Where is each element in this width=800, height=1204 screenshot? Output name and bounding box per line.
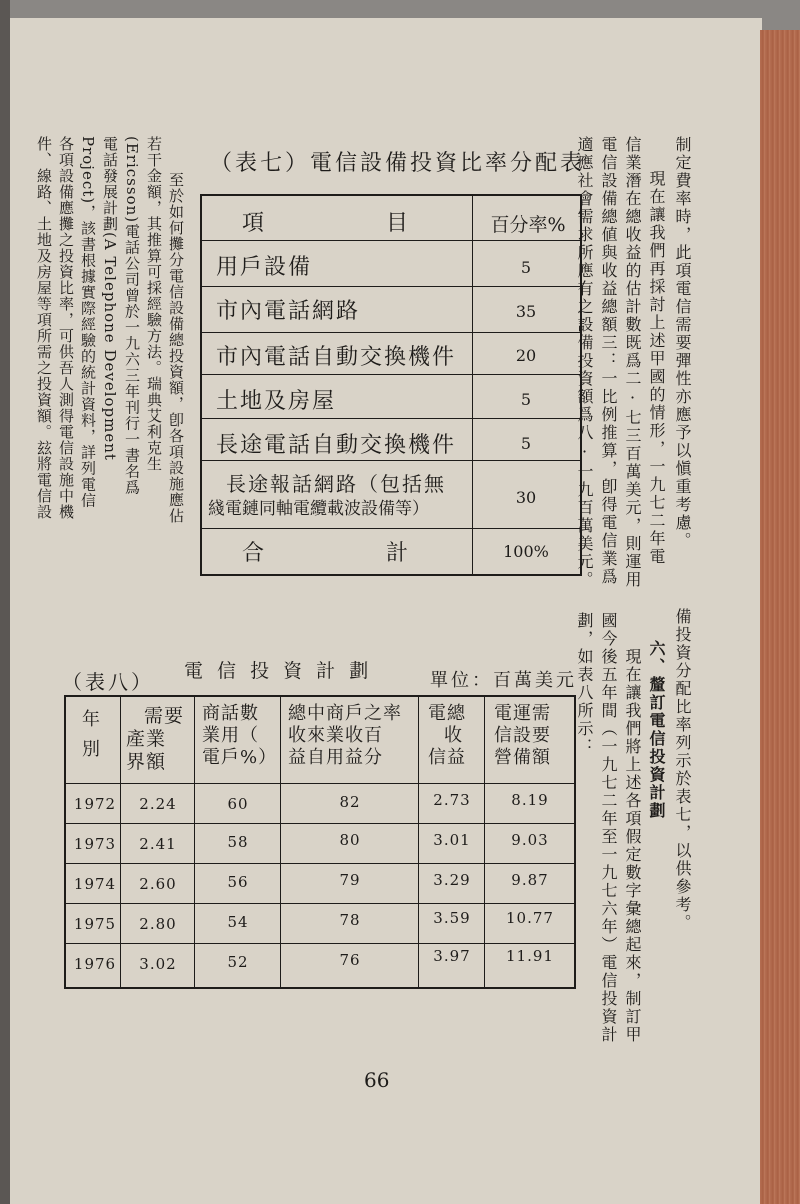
header-line: 需要: [144, 705, 185, 727]
table8-cell-year: 1973: [73, 835, 117, 853]
table7-row5-item: 長途電話自動交換機件: [216, 433, 457, 458]
table8-cell: 80: [339, 831, 361, 849]
right-para2-line4: 適應社會需求所應有之設備投資額爲八·一九百萬美元。: [575, 136, 594, 589]
header-line: 電運需: [494, 703, 551, 724]
header-line: 商話數: [202, 703, 259, 724]
right-para2-line1: 現在讓我們再採討上述甲國的情形，一九七二年電: [647, 170, 666, 566]
table8: [64, 695, 576, 989]
table7-row-line: [202, 286, 580, 287]
table7: [200, 194, 582, 576]
table8-cell: 60: [227, 795, 249, 813]
table8-cell-year: 1976: [73, 955, 117, 973]
left-line1: 至於如何攤分電信設備總投資額，卽各項設施應佔: [167, 172, 185, 524]
table7-row6-item-cont: 綫電鏈同軸電纜載波設備等）: [208, 499, 429, 519]
header-line: 產業: [126, 728, 167, 750]
header-line: 電總: [428, 703, 466, 724]
table8-cell: 54: [227, 913, 249, 931]
table8-row-line: [66, 823, 574, 824]
table7-row-line: [202, 332, 580, 333]
section-line1: 現在讓我們將上述各項假定數字彙總起來，制訂甲: [623, 648, 642, 1044]
right-para2-line3: 電信設備總値與收益總額三：一比例推算，卽得電信業爲: [599, 136, 618, 586]
table7-total-pct: 100%: [503, 542, 549, 561]
table8-cell: 2.80: [139, 915, 177, 933]
table8-cell: 3.59: [433, 909, 471, 927]
book-spine: [0, 0, 10, 1204]
header-line: 電戶%）: [202, 747, 278, 768]
table8-cell-year: 1972: [73, 795, 117, 813]
table7-row3-pct: 20: [515, 346, 537, 365]
table8-cell: 2.41: [139, 835, 177, 853]
left-line4: 電話發展計劃(A Telephone Development: [101, 136, 119, 461]
header-line: 界額: [126, 751, 167, 773]
table8-cell: 9.03: [511, 831, 549, 849]
table8-header-industry-demand: [126, 705, 184, 774]
left-line3: (Ericsson)電話公司曾於一九六三年刊行一書名爲: [123, 136, 141, 496]
table8-cell: 3.01: [433, 831, 471, 849]
table7-total-label: 合 計: [242, 541, 411, 566]
page-edges: [760, 30, 800, 1204]
header-line: 年: [82, 709, 101, 730]
header-line: 別: [82, 739, 101, 760]
table7-row6-pct: 30: [515, 488, 537, 507]
table8-cell: 76: [339, 951, 361, 969]
table8-header-business-phone-pct: [202, 703, 277, 769]
right-cont-line1: 備投資分配比率列示於表七，以供參考。: [673, 608, 692, 932]
table8-cell: 2.60: [139, 875, 177, 893]
left-line5: Project)，該書根據實際經驗的統計資料，詳列電信: [79, 136, 97, 509]
table7-row5-pct: 5: [520, 434, 532, 453]
left-line2: 若干金額，其推算可採經驗方法。瑞典艾利克生: [145, 136, 163, 472]
table8-cell: 82: [339, 793, 361, 811]
table7-row-line: [202, 240, 580, 241]
right-para2-line2: 信業潛在總收益的估計數既爲二·七三百萬美元，則運用: [623, 136, 642, 589]
table8-row-line: [66, 903, 574, 904]
table7-header-pct: 百分率%: [490, 214, 566, 236]
table7-row1-pct: 5: [520, 258, 532, 277]
header-line: 總中商戶之率: [288, 703, 402, 724]
table8-cell-year: 1974: [73, 875, 117, 893]
table7-row4-item: 土地及房屋: [216, 389, 337, 414]
table7-column-divider: [472, 196, 473, 574]
table8-header-total-revenue: [428, 703, 466, 769]
table8-cell: 9.87: [511, 871, 549, 889]
table7-row-line: [202, 460, 580, 461]
table8-header-year: [82, 709, 110, 761]
table8-cell: 3.29: [433, 871, 471, 889]
header-line: 收: [444, 725, 463, 746]
left-line6: 各項設備應攤之投資比率，可供吾人測得電信設施中機: [57, 136, 75, 520]
table8-cell: 11.91: [506, 947, 554, 965]
table8-row-line: [66, 783, 574, 784]
page-number: 66: [364, 1068, 390, 1092]
table7-row1-item: 用戶設備: [216, 255, 313, 280]
table8-title: 電 信 投 資 計 劃: [184, 660, 373, 682]
table8-row-line: [66, 943, 574, 944]
table7-row2-pct: 35: [515, 302, 537, 321]
left-line7: 件、線路、土地及房屋等項所需之投資額。玆將電信設: [35, 136, 53, 520]
table8-label: （表八）: [62, 670, 154, 694]
table8-unit: 單位：百萬美元: [430, 670, 577, 691]
table8-cell: 3.02: [139, 955, 177, 973]
table8-header-business-revenue-pct: [288, 703, 402, 769]
right-para1-line1: 制定費率時，此項電信需要彈性亦應予以愼重考慮。: [673, 136, 692, 550]
table8-cell: 78: [339, 911, 361, 929]
table7-row-line: [202, 374, 580, 375]
table8-cell: 58: [227, 833, 249, 851]
table7-row2-item: 市內電話網路: [216, 299, 361, 324]
header-line: 業用（: [202, 725, 259, 746]
section-line2: 國今後五年間（一九七二年至一九七六年）電信投資計: [599, 612, 618, 1044]
header-line: 益自用益分: [288, 747, 383, 768]
header-line: 信設要: [494, 725, 551, 746]
table7-row-line: [202, 418, 580, 419]
table8-cell: 2.24: [139, 795, 177, 813]
table8-cell: 10.77: [506, 909, 554, 927]
header-line: 信益: [428, 747, 466, 768]
table7-row3-item: 市內電話自動交換機件: [216, 345, 457, 370]
table8-header-equipment-demand: [494, 703, 551, 769]
table7-header-item: 項 目: [242, 211, 411, 236]
table8-cell: 2.73: [433, 791, 471, 809]
table7-row-line: [202, 528, 580, 529]
table7-title: （表七）電信設備投資比率分配表: [210, 151, 586, 176]
table7-row4-pct: 5: [520, 390, 532, 409]
section-line3: 劃，如表八所示：: [575, 612, 594, 756]
table8-cell: 56: [227, 873, 249, 891]
table7-row6-item: 長途報話網路（包括無: [226, 472, 446, 496]
table8-cell: 52: [227, 953, 249, 971]
header-line: 收來業收百: [288, 725, 383, 746]
table8-cell: 3.97: [433, 947, 471, 965]
section-heading: 六、釐訂電信投資計劃: [647, 640, 666, 820]
table8-row-line: [66, 863, 574, 864]
table8-cell: 79: [339, 871, 361, 889]
table8-cell-year: 1975: [73, 915, 117, 933]
header-line: 營備額: [494, 747, 551, 768]
table8-cell: 8.19: [511, 791, 549, 809]
